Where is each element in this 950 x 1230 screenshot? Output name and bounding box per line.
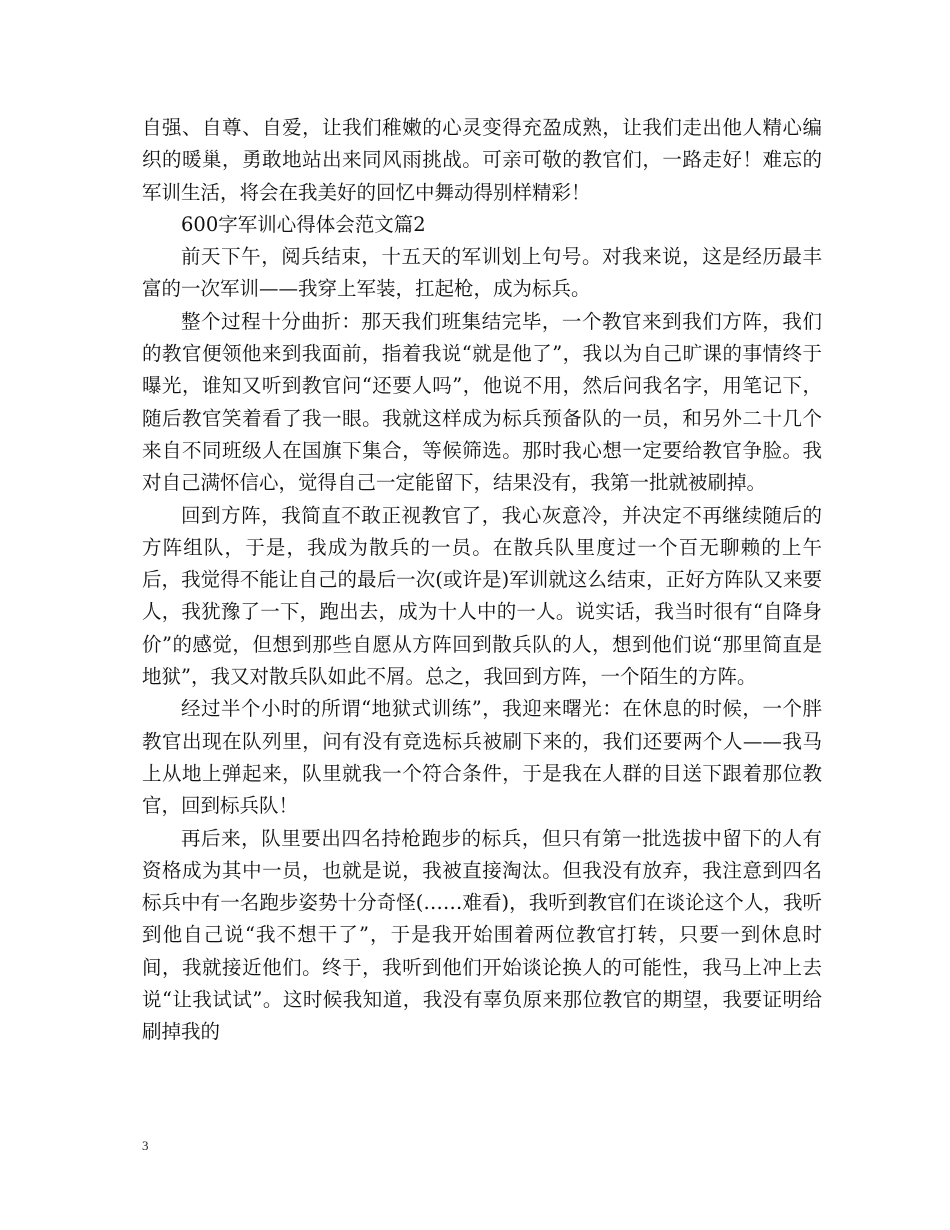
paragraph: 再后来，队里要出四名持枪跑步的标兵，但只有第一批选拔中留下的人有资格成为其中一员，也就是说，我被直接淘汰。但我没有放弃，我注意到四名标兵中有一名跑步姿势十分奇怪(……难看)，我听到教官们在谈论这个人，我听到他自己说“我不想干了”，于是我开始围着两位教官打转，只要一到休息时间，我就接近他们。终于，我听到他们开始谈论换人的可能性，我马上冲上去说“让我试试”。这时候我知道，我没有辜负原来那位教官的期望，我要证明给刷掉我的 (142, 826, 822, 1044)
paragraph: 前天下午，阅兵结束，十五天的军训划上句号。对我来说，这是经历最丰富的一次军训——我穿上军装，扛起枪，成为标兵。 (142, 245, 822, 301)
paragraph-continuation: 自强、自尊、自爱，让我们稚嫩的心灵变得充盈成熟，让我们走出他人精心编织的暖巢，勇敢地站出来同风雨挑战。可亲可敬的教官们，一路走好！难忘的军训生活，将会在我美好的回忆中舞动得别样精彩！ (142, 116, 822, 204)
paragraph: 整个过程十分曲折：那天我们班集结完毕，一个教官来到我们方阵，我们的教官便领他来到我面前，指着我说“就是他了”，我以为自己旷课的事情终于曝光，谁知又听到教官问“还要人吗”，他说不用，然后问我名字，用笔记下，随后教官笑着看了我一眼。我就这样成为标兵预备队的一员，和另外二十几个来自不同班级人在国旗下集合，等候筛选。那时我心想一定要给教官争脸。我对自己满怀信心，觉得自己一定能留下，结果没有，我第一批就被刷掉。 (142, 309, 822, 495)
page-number: 3 (142, 1138, 149, 1153)
document-body (142, 112, 822, 1049)
paragraph: 回到方阵，我简直不敢正视教官了，我心灰意冷，并决定不再继续随后的方阵组队，于是，我成为散兵的一员。在散兵队里度过一个百无聊赖的上午后，我觉得不能让自己的最后一次(或许是)军训就这么结束，正好方阵队又来要人，我犹豫了一下，跑出去，成为十人中的一人。说实话，我当时很有“自降身价”的感觉，但想到那些自愿从方阵回到散兵队的人，想到他们说“那里简直是地狱”，我又对散兵队如此不屑。总之，我回到方阵，一个陌生的方阵。 (142, 503, 822, 689)
paragraph: 经过半个小时的所谓“地狱式训练”，我迎来曙光：在休息的时候，一个胖教官出现在队列里，问有没有竞选标兵被刷下来的，我们还要两个人——我马上从地上弹起来，队里就我一个符合条件，于是我在人群的目送下跟着那位教官，回到标兵队！ (142, 697, 822, 818)
section-heading: 600字军训心得体会范文篇2 (181, 212, 426, 236)
